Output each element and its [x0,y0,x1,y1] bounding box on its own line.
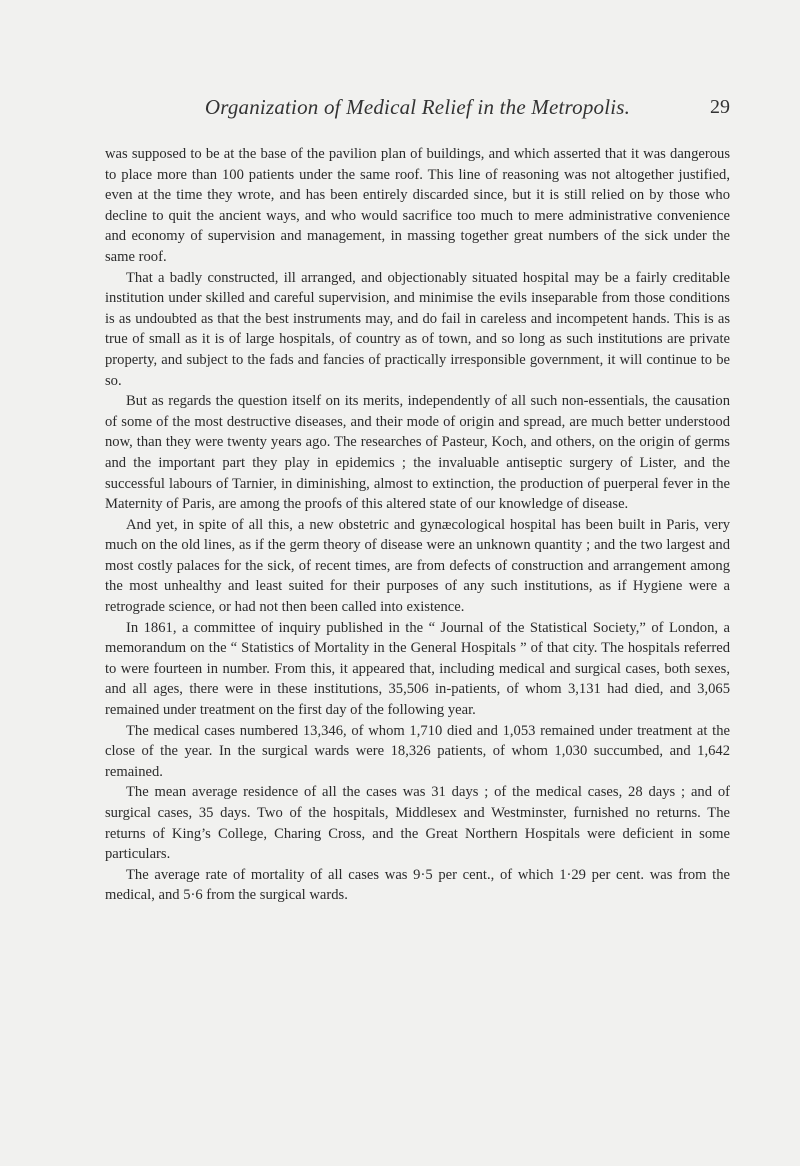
page-number: 29 [710,96,730,118]
paragraph-8: The average rate of mortality of all cases was 9·5 per cent., of which 1·29 per cent. was from the medical, and 5·6 from the surgical wards. [105,866,730,904]
body-text [105,144,730,906]
paragraph-5: In 1861, a committee of inquiry published in the “ Journal of the Statistical Society,” of London, a memorandum on the “ Statistics of Mortality in the General Hospitals ” of that city. The hospitals referred to were fourteen in number. From this, it appeared that, including medical and surgical cases, both sexes, and all ages, there were in these institutions, 35,506 in-patients, of whom 3,131 had died, and 3,065 remained under treatment on the first day of the following year. [105,619,730,719]
paragraph-3: But as regards the question itself on its merits, independently of all such non-essentials, the causation of some of the most destructive diseases, and their mode of origin and spread, are much better understood now, than they were twenty years ago. The researches of Pasteur, Koch, and others, on the origin of germs and the important part they play in epidemics ; the invaluable antiseptic surgery of Lister, and the successful labours of Tarnier, in diminishing, almost to extinction, the production of puerperal fever in the Maternity of Paris, are among the proofs of this altered state of our knowledge of disease. [105,393,730,513]
running-head [105,95,730,123]
paragraph-2: That a badly constructed, ill arranged, and objectionably situated hospital may be a fairly creditable institution under skilled and careful supervision, and minimise the evils inseparable from those conditions is as undoubted as that the best instruments may, and do fail in careless and incompetent hands. This is as true of small as it is of large hospitals, of country as of town, and so long as such institutions are private property, and subject to the fads and fancies of practically irresponsible government, it will continue to be so. [105,269,730,389]
paragraph-4: And yet, in spite of all this, a new obstetric and gynæcological hospital has been built in Paris, very much on the old lines, as if the germ theory of disease were an unknown quantity ; and the two largest and most costly palaces for the sick, of recent times, are from defects of construction and arrangement among the most unhealthy and least suited for their purposes of any such institutions, as if Hygiene were a retrograde science, or had not then been called into existence. [105,516,730,616]
paragraph-7: The mean average residence of all the cases was 31 days ; of the medical cases, 28 days ; and of surgical cases, 35 days. Two of the hospitals, Middlesex and Westminster, furnished no returns. The returns of King’s College, Charing Cross, and the Great Northern Hospitals were deficient in some particulars. [105,784,730,863]
running-title: Organization of Medical Relief in the Metropolis. [204,95,631,119]
paragraph-6: The medical cases numbered 13,346, of whom 1,710 died and 1,053 remained under treatment at the close of the year. In the surgical wards were 18,326 patients, of whom 1,030 succumbed, and 1,642 remained. [105,722,730,780]
paragraph-1: was supposed to be at the base of the pavilion plan of buildings, and which asserted that it was dangerous to place more than 100 patients under the same roof. This line of reasoning was not altogether justified, even at the time they wrote, and has been entirely discarded since, but it is still relied on by those who decline to quit the ancient ways, and who would sacrifice too much to mere administrative convenience and economy of supervision and management, in massing together great numbers of the sick under the same roof. [105,146,730,265]
